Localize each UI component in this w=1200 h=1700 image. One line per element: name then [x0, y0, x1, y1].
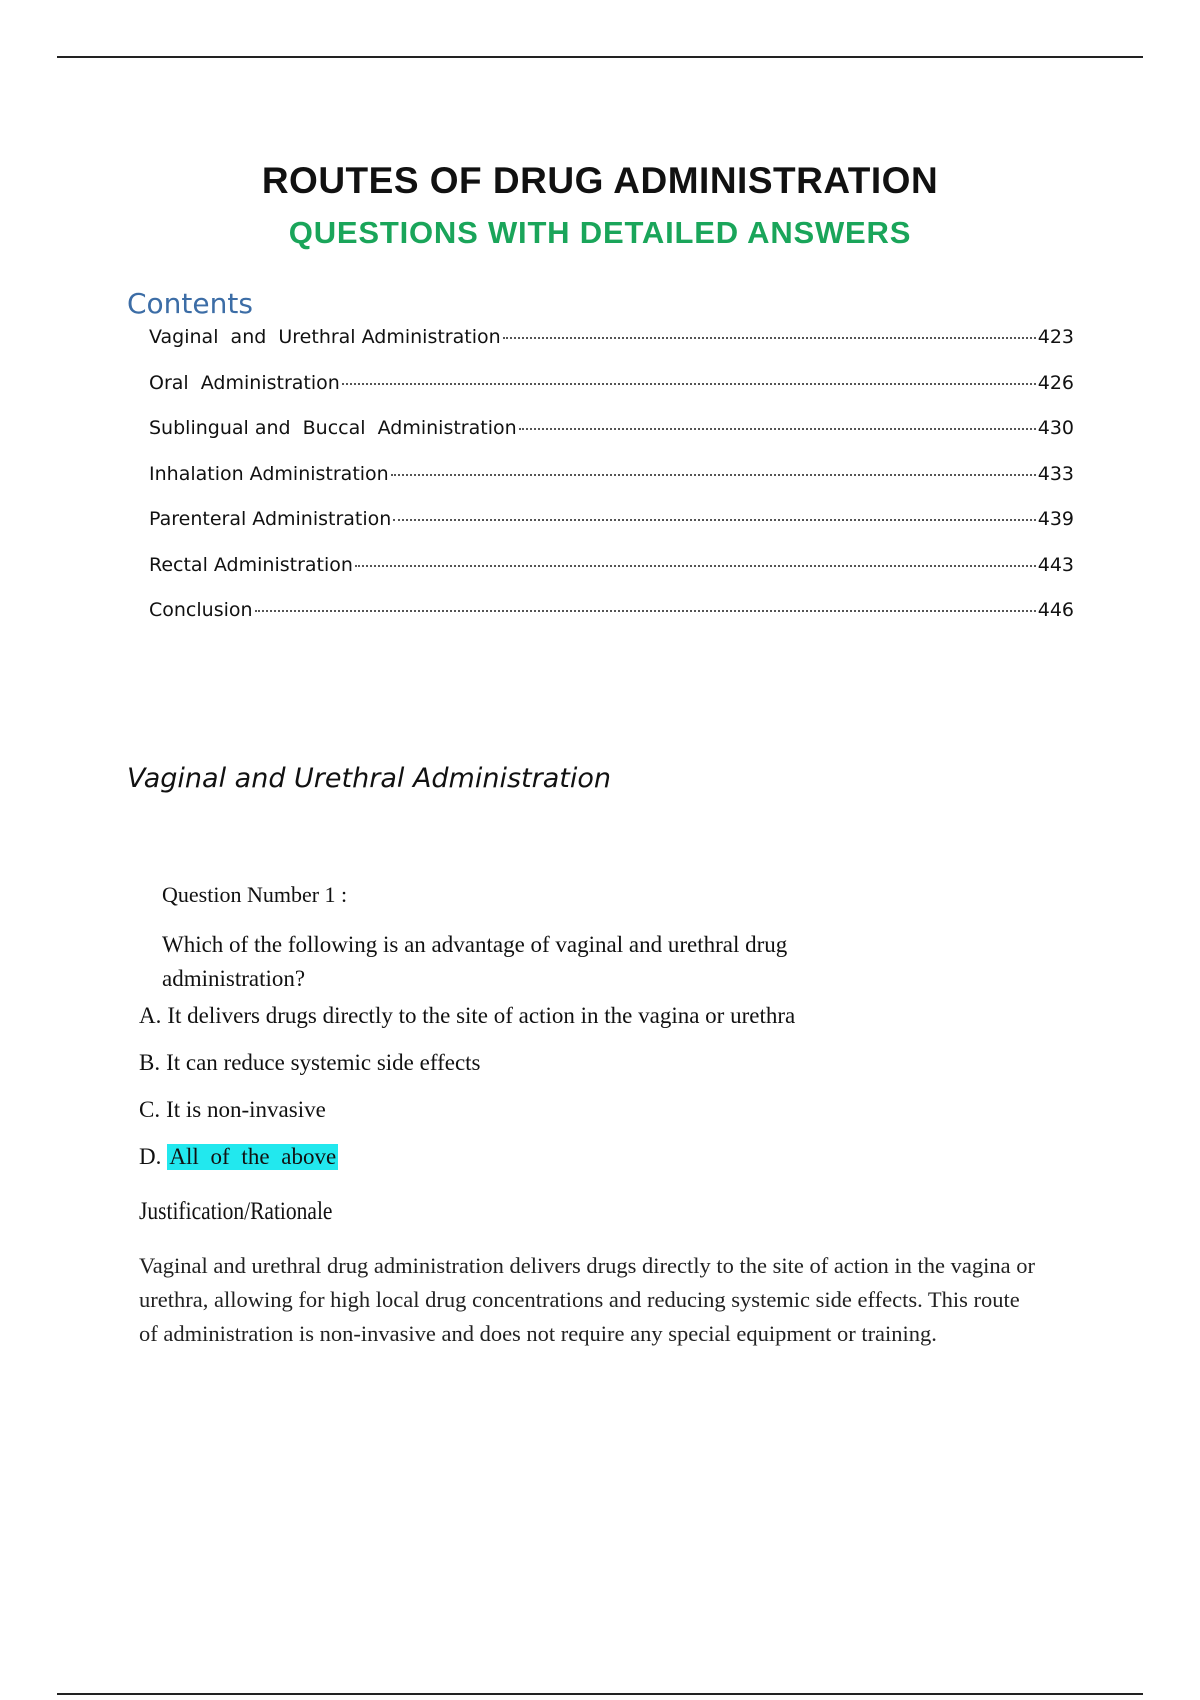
toc-entry[interactable]: [149, 599, 1074, 645]
answer-option-d[interactable]: [139, 1144, 795, 1191]
option-text: It can reduce systemic side effects: [166, 1050, 481, 1075]
toc-entry-page: 443: [1037, 553, 1074, 576]
question-text: Which of the following is an advantage of vaginal and urethral drug administration?: [162, 932, 788, 991]
toc-entry-page: 430: [1037, 417, 1074, 439]
correct-answer-highlight: All of the above: [169, 1144, 337, 1169]
toc-leader-dots: [391, 474, 1036, 476]
answer-option-b[interactable]: [139, 1050, 795, 1097]
toc-entry-page: 446: [1037, 599, 1074, 621]
document-title: ROUTES OF DRUG ADMINISTRATION: [261, 160, 939, 201]
option-text: It delivers drugs directly to the site of action in the vagina or urethra: [167, 1003, 796, 1028]
document-subtitle: QUESTIONS WITH DETAILED ANSWERS: [288, 215, 912, 250]
toc-entry[interactable]: [149, 372, 1074, 418]
toc-entry-label: Inhalation Administration: [149, 462, 389, 485]
toc-entry[interactable]: [149, 463, 1074, 509]
option-letter: D.: [139, 1144, 162, 1169]
toc-entry-page: 423: [1037, 326, 1074, 348]
toc-leader-dots: [503, 337, 1036, 339]
toc-entry-label: Conclusion: [149, 599, 253, 621]
answer-option-c[interactable]: [139, 1097, 795, 1144]
answer-option-a[interactable]: [139, 1003, 795, 1050]
toc-leader-dots: [519, 428, 1036, 430]
toc-entry-label: Parenteral Administration: [149, 508, 392, 530]
toc-entry-label: Vaginal and Urethral Administration: [149, 326, 501, 348]
toc-leader-dots: [355, 565, 1036, 567]
toc-leader-dots: [393, 519, 1035, 521]
toc-entry-label: Rectal Administration: [149, 553, 353, 576]
top-rule: [57, 56, 1143, 58]
justification-heading: Justification/Rationale: [139, 1198, 333, 1225]
toc-entry[interactable]: [149, 508, 1074, 554]
question-number: Question Number 1 :: [162, 882, 348, 907]
toc-entry[interactable]: [149, 554, 1074, 600]
option-letter: B.: [139, 1050, 161, 1075]
table-of-contents: [149, 326, 1074, 645]
contents-heading: Contents: [127, 287, 253, 320]
toc-entry-page: 439: [1037, 508, 1074, 530]
section-heading: Vaginal and Urethral Administration: [127, 763, 611, 794]
option-letter: C.: [139, 1097, 161, 1122]
option-text: It is non-invasive: [166, 1097, 326, 1122]
bottom-rule: [57, 1693, 1143, 1695]
toc-leader-dots: [255, 610, 1036, 612]
toc-entry-label: Sublingual and Buccal Administration: [149, 417, 517, 439]
justification-body: Vaginal and urethral drug administration delivers drugs directly to the site of action in the vagina or urethra, allowing for high local drug concentrations and reducing systemic side effects. This route of administration is non-invasive and does not require any special equipment or training.: [139, 1253, 1036, 1346]
toc-entry[interactable]: [149, 326, 1074, 372]
toc-entry-label: Oral Administration: [149, 371, 340, 394]
toc-entry-page: 426: [1037, 371, 1074, 394]
answer-options: [139, 1003, 795, 1191]
toc-entry[interactable]: [149, 417, 1074, 463]
option-letter: A.: [139, 1003, 162, 1028]
toc-leader-dots: [342, 383, 1036, 385]
toc-entry-page: 433: [1037, 462, 1074, 485]
